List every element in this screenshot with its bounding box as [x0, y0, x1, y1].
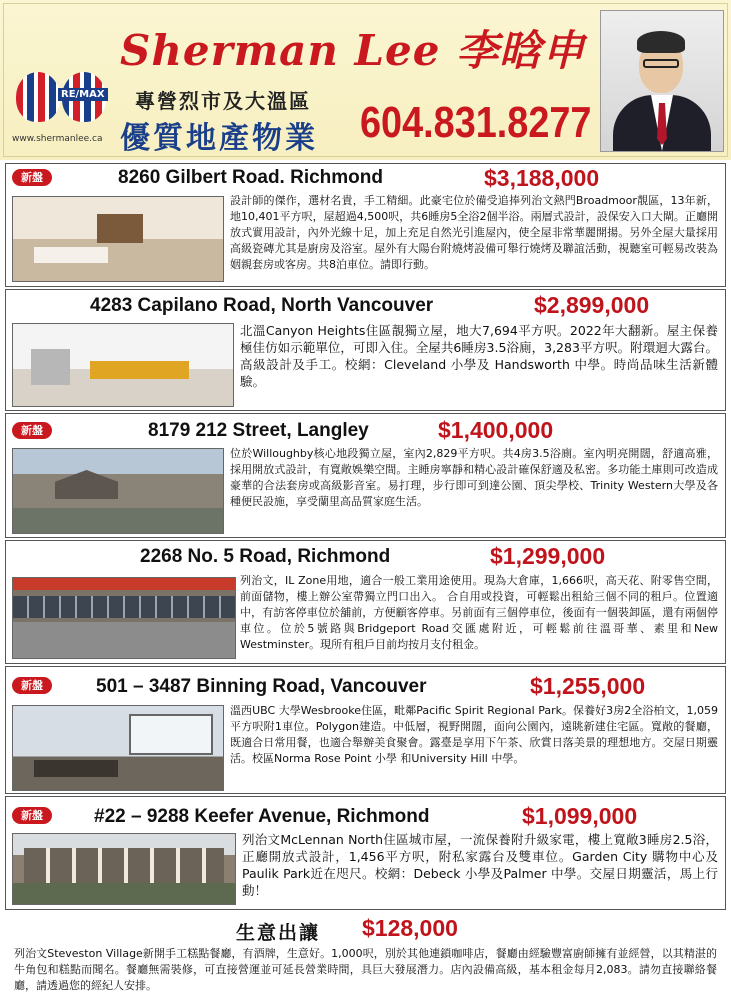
brand-logo: RE/MAX [58, 88, 108, 101]
listing-photo [12, 705, 224, 791]
header-banner [0, 0, 731, 160]
listing-price: $1,400,000 [438, 417, 554, 443]
listing-card[interactable] [5, 289, 726, 411]
slogan-line-2: 優質地產物業 [120, 121, 318, 156]
portrait-hair [637, 31, 685, 53]
agent-portrait [600, 10, 724, 152]
listing-description: 列治文，IL Zone用地，適合一般工業用途使用。現為大倉庫，1,666呎，高天花、附零售空間，前面儲物，樓上辦公室帶獨立門口出入。 合自用或投資，可輕鬆出租給三個不同的租戶。位置適中，有訪客停車位於舖前，方便顧客停車。另前面有三個停車位，後面有一個裝卸區，還有兩個停車位。位於5號路與Bridgeport Road交匯處附近，可輕鬆前往溫哥華、素里和New Westminster。現所有租戶目前均按月支付租金。 [240, 574, 718, 651]
business-section-title: 生意出讓 [236, 922, 321, 944]
listing-card[interactable] [5, 666, 726, 794]
website-link[interactable]: www.shermanlee.ca [12, 134, 103, 144]
listing-address: 8179 212 Street, Langley [148, 420, 369, 441]
business-price: $128,000 [362, 915, 458, 941]
listing-photo [12, 323, 234, 407]
listing-address: #22 – 9288 Keefer Avenue, Richmond [94, 806, 430, 827]
new-listing-badge: 新盤 [12, 169, 52, 186]
listing-price: $1,099,000 [522, 803, 638, 829]
phone-number[interactable]: 604.831.8277 [360, 98, 592, 147]
listing-description: 列治文McLennan North住區城市屋，一流保養附升級家電，樓上寬敞3睡房2.5浴，正廳開放式設計，1,456平方呎，附私家露台及雙車位。Garden City 購物中心及Paulik Park近在咫尺。校網：Debeck 小學及Palmer 中學。交屋日期靈活，馬上行動！ [242, 832, 718, 898]
new-listing-badge: 新盤 [12, 677, 52, 694]
listing-description: 北溫Canyon Heights住區靚獨立屋，地大7,694平方呎。2022年大翻新。屋主保養極佳仿如示範單位，可即入住。全屋共6睡房3.5浴廁，3,283平方呎。附環迴大露台。高級設計及手工。校網：Cleveland 小學及 Handsworth 中學。時尚品味生活新體驗。 [240, 323, 718, 389]
listing-price: $2,899,000 [534, 292, 650, 318]
business-description: 列治文Steveston Village新開手工糕點餐廳，有酒牌，生意好。1,000呎，別於其他連鎖咖啡店，餐廳由經驗豐富廚師擁有並經營，以其精湛的牛角包和糕點而聞名。餐廳無需裝修，可直接營運並可延長營業時間，具巨大發展潛力。店內設備高級，基本租金每月2,083。請勿直接聯絡餐廳，請透過您的經紀人安排。 [14, 947, 717, 992]
listing-description: 位於Willoughby核心地段獨立屋，室內2,829平方呎。共4房3.5浴廁。室內明亮開闊，舒適高雅，採用開放式設計，有寬敞娛樂空間。主睡房寧靜和精心設計確保舒適及私密。多功能土庫則可改造成豪華的合法套房或高級影音室。易打理，步行即可到達公園、頂尖學校、Trinity Western大學及各種便民設施，享受蘭里高品質家庭生活。 [230, 447, 718, 508]
listing-card[interactable] [5, 796, 726, 910]
listing-photo [12, 448, 224, 534]
listing-price: $3,188,000 [484, 165, 600, 191]
listing-price: $1,255,000 [530, 673, 646, 699]
balloon-logo-icon [16, 72, 60, 122]
listing-photo [12, 833, 236, 905]
new-listing-badge: 新盤 [12, 807, 52, 824]
listing-photo [12, 577, 236, 659]
slogan-line-1: 專營烈市及大溫區 [135, 89, 311, 113]
listing-card[interactable] [5, 540, 726, 664]
listing-price: $1,299,000 [490, 543, 606, 569]
listing-photo [12, 196, 224, 282]
listing-card[interactable] [5, 163, 726, 287]
listing-address: 4283 Capilano Road, North Vancouver [90, 295, 434, 316]
listing-description: 設計師的傑作，選材名貴，手工精細。此豪宅位於備受追捧列治文熱門Broadmoor靚區，13年新，地10,401平方呎，屋超過4,500呎，共6睡房5全浴2個半浴。兩層式設計，設保安入口大閘。正廳開放式實用設計，內外光線十足，加上充足自然光引進屋內，使全屋非常華麗開揚。另外全屋大量採用高級瓷磚尤其是廚房及浴室。屋外有大陽台附燒烤設備可舉行燒烤及聯誼活動，視聽室可輕易改裝為姻親套房或客房。共8泊車位。請即行動。 [230, 194, 718, 271]
agent-name: Sherman Lee 李晗申 [120, 26, 586, 75]
listing-address: 2268 No. 5 Road, Richmond [140, 546, 391, 567]
listing-card[interactable] [5, 413, 726, 538]
listing-address: 501 – 3487 Binning Road, Vancouver [96, 676, 427, 697]
listing-description: 溫西UBC 大學Wesbrooke住區，毗鄰Pacific Spirit Regional Park。保養好3房2全浴柏文，1,059平方呎附1車位。Polygon建造。中低層，視野開闊，面向公園內，遠眺新建住宅區。寬敞的餐廳，既適合日常用餐，也適合舉辦美食聚會。露臺是享用下午茶、欣賞日落美景的理想地方。交屋日期靈活。校區Norma Rose Point 小學 和University Hill 中學。 [230, 704, 718, 765]
listing-address: 8260 Gilbert Road. Richmond [118, 167, 383, 188]
portrait-glasses [643, 59, 679, 68]
new-listing-badge: 新盤 [12, 422, 52, 439]
